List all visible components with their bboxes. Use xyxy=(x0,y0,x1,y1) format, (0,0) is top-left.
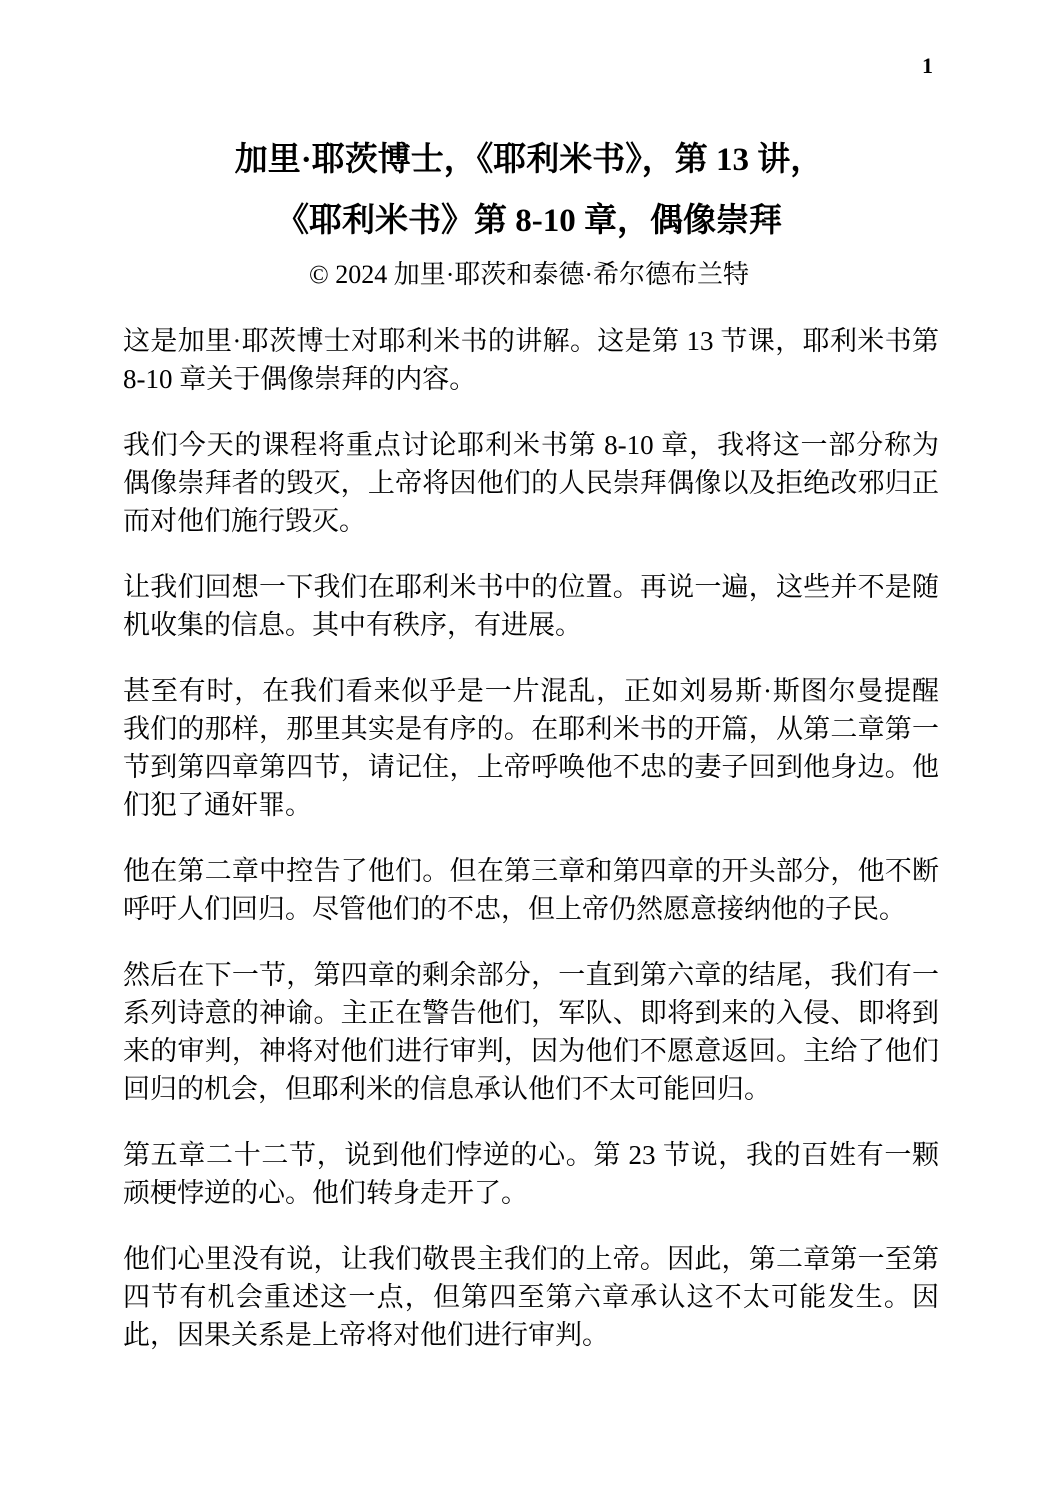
paragraph-1: 这是加里·耶茨博士对耶利米书的讲解。这是第 13 节课，耶利米书第 8-10 章关于偶像崇拜的内容。 xyxy=(123,326,939,394)
paragraph-8: 他们心里没有说，让我们敬畏主我们的上帝。因此，第二章第一至第四节有机会重述这一点，但第四至第六章承认这不太可能发生。因此，因果关系是上帝将对他们进行审判。 xyxy=(123,1244,939,1350)
paragraph-7: 第五章二十二节，说到他们悖逆的心。第 23 节说，我的百姓有一颗顽梗悖逆的心。他们转身走开了。 xyxy=(123,1140,939,1208)
page-number: 1 xyxy=(922,53,933,78)
paragraph-6: 然后在下一节，第四章的剩余部分，一直到第六章的结尾，我们有一系列诗意的神谕。主正在警告他们，军队、即将到来的入侵、即将到来的审判，神将对他们进行审判，因为他们不愿意返回。主给了他们回归的机会，但耶利米的信息承认他们不太可能回归。 xyxy=(123,960,939,1104)
paragraph-2: 我们今天的课程将重点讨论耶利米书第 8-10 章，我将这一部分称为偶像崇拜者的毁灭，上帝将因他们的人民崇拜偶像以及拒绝改邪归正而对他们施行毁灭。 xyxy=(123,430,939,536)
document-title xyxy=(0,130,1058,252)
paragraph-5: 他在第二章中控告了他们。但在第三章和第四章的开头部分，他不断呼吁人们回归。尽管他们的不忠，但上帝仍然愿意接纳他的子民。 xyxy=(123,856,939,924)
title-line-1: 加里·耶茨博士，《耶利米书》，第 13 讲， xyxy=(234,142,824,178)
paragraph-3: 让我们回想一下我们在耶利米书中的位置。再说一遍，这些并不是随机收集的信息。其中有秩序，有进展。 xyxy=(123,572,939,640)
document-body xyxy=(123,322,939,1382)
copyright-line: © 2024 加里·耶茨和泰德·希尔德布兰特 xyxy=(308,260,750,289)
title-line-2: 《耶利米书》第 8-10 章，偶像崇拜 xyxy=(276,203,782,239)
paragraph-4: 甚至有时，在我们看来似乎是一片混乱，正如刘易斯·斯图尔曼提醒我们的那样，那里其实是有序的。在耶利米书的开篇，从第二章第一节到第四章第四节，请记住，上帝呼唤他不忠的妻子回到他身边。他们犯了通奸罪。 xyxy=(123,676,939,820)
